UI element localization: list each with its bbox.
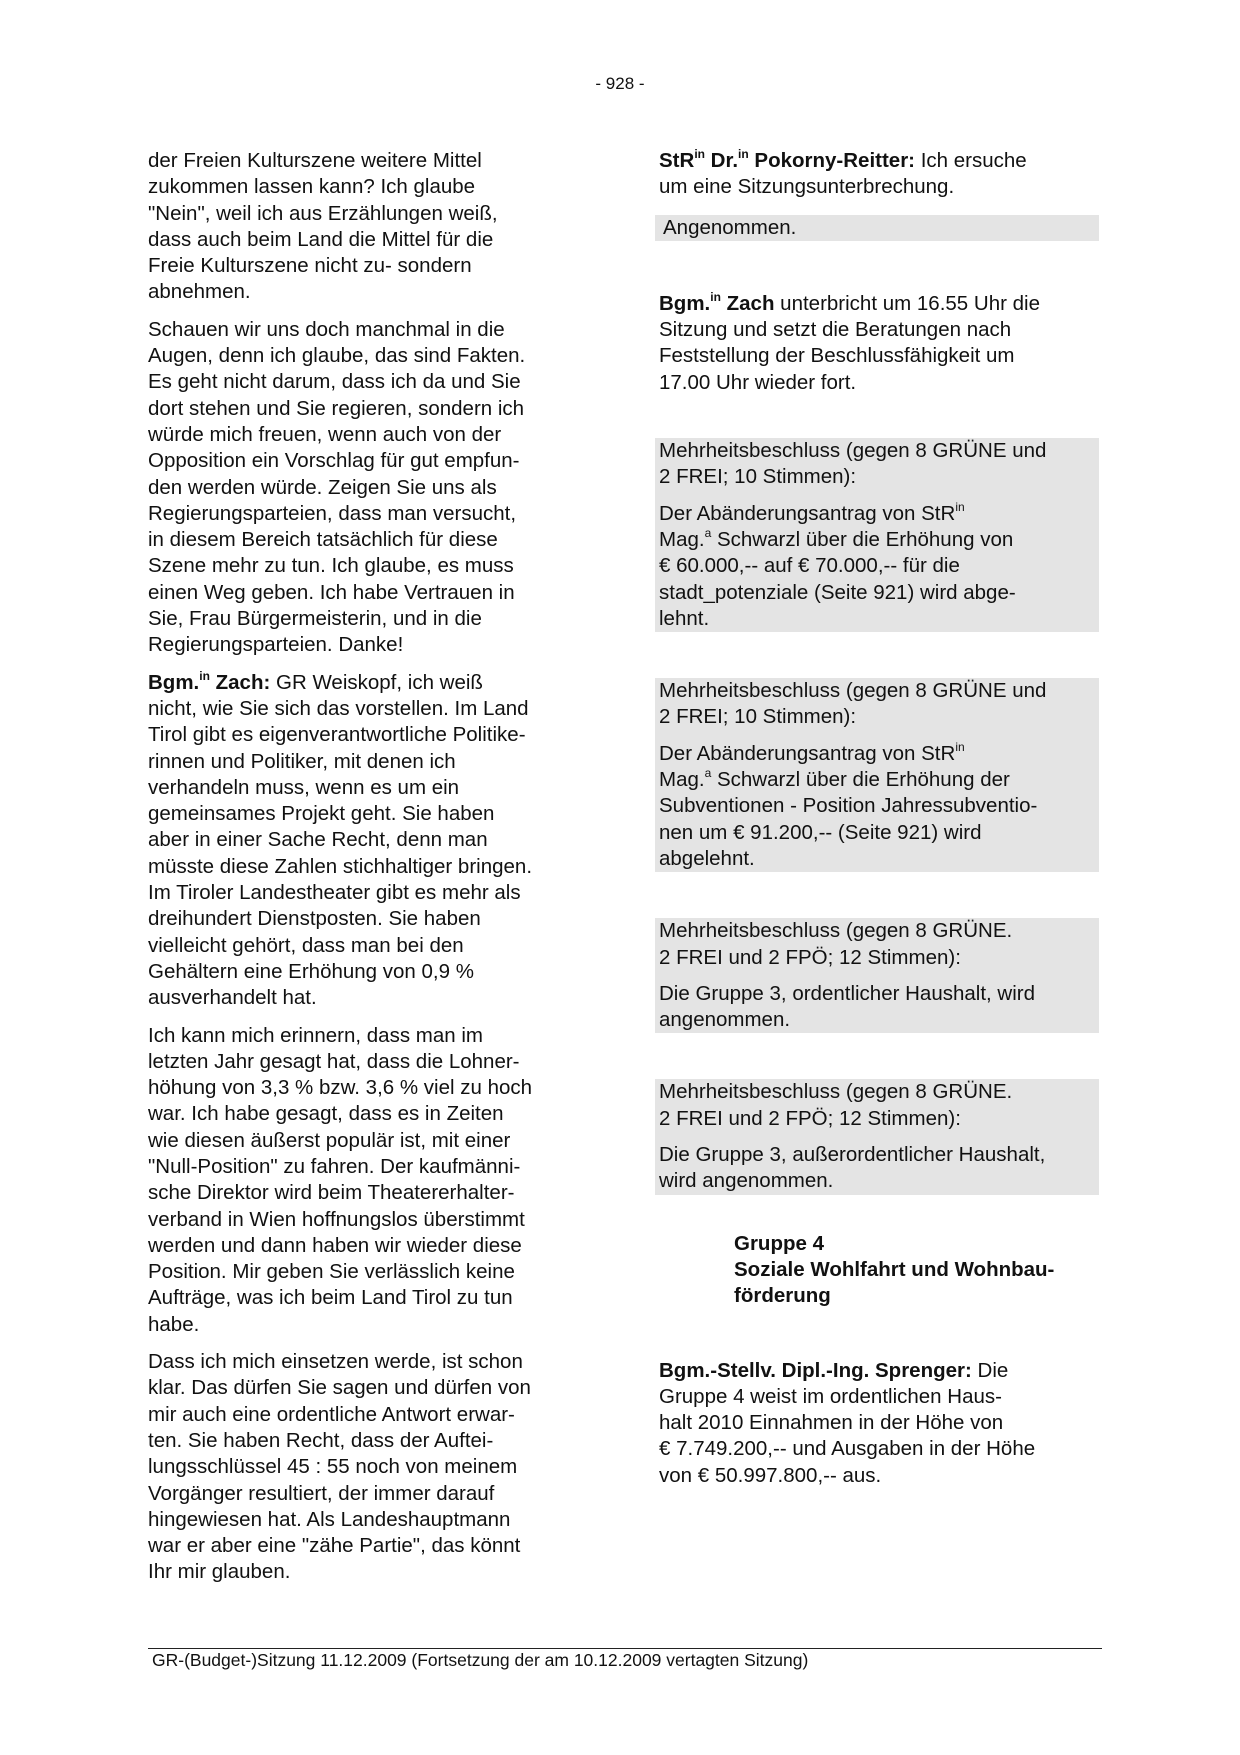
speaker-title: Dr.: [704, 149, 739, 172]
text-line: Dass ich mich einsetzen werde, ist schon: [148, 1350, 523, 1374]
text-line: € 7.749.200,-- und Ausgaben in der Höhe: [659, 1437, 1036, 1461]
speaker-title: Bgm.: [659, 291, 711, 315]
paragraph: [659, 1358, 1101, 1489]
text-line: Im Tiroler Landestheater gibt es mehr als: [148, 881, 521, 905]
text-line: Regierungsparteien, dass man versucht,: [148, 501, 517, 525]
page-number: - 928 -: [595, 74, 645, 93]
text-line: nicht, wie Sie sich das vorstellen. Im Land: [148, 696, 529, 720]
result-text: Angenommen.: [663, 215, 797, 239]
text-line: Die Gruppe 3, außerordentlicher Haushalt,: [659, 1143, 1046, 1167]
text-line: mir auch eine ordentliche Antwort erwar-: [148, 1402, 515, 1426]
superscript: in: [710, 289, 721, 304]
text-line: Vorgänger resultiert, der immer darauf: [148, 1481, 495, 1505]
text-line: aber in einer Sache Recht, denn man: [148, 828, 488, 852]
speech-text: um eine Sitzungsunterbrechung.: [659, 175, 955, 199]
text-line: dort stehen und Sie regieren, sondern ich: [148, 396, 525, 420]
speaker-title: Bgm.: [148, 670, 200, 694]
text-line: "Nein", weil ich aus Erzählungen weiß,: [148, 201, 498, 225]
text-line: 2 FREI; 10 Stimmen):: [659, 465, 857, 489]
text-line: Gehältern eine Erhöhung von 0,9 %: [148, 959, 474, 983]
resolution-box: [655, 1079, 1099, 1194]
text-line: war. Ich habe gesagt, dass es in Zeiten: [148, 1102, 504, 1126]
text-line: dreihundert Dienstposten. Sie haben: [148, 907, 481, 931]
text-line: Position. Mir geben Sie verlässlich keine: [148, 1260, 515, 1284]
superscript: in: [199, 668, 210, 683]
text-line: sche Direktor wird beim Theatererhalter-: [148, 1181, 515, 1205]
text-line: Es geht nicht darum, dass ich da und Sie: [148, 370, 521, 394]
resolution-box: [655, 438, 1099, 632]
text-line: € 60.000,-- auf € 70.000,-- für die: [659, 554, 960, 578]
text-line: gemeinsames Projekt geht. Sie haben: [148, 802, 495, 826]
superscript: in: [694, 147, 705, 161]
text-line: "Null-Position" zu fahren. Der kaufmänni-: [148, 1154, 521, 1178]
speaker-name: Pokorny-Reitter:: [748, 149, 916, 172]
text-line: Schauen wir uns doch manchmal in die: [148, 317, 505, 341]
text-line: werden und dann haben wir wieder diese: [148, 1233, 522, 1257]
result-box: [655, 215, 1099, 241]
text-line: war er aber eine "zähe Partie", das könnt: [148, 1534, 521, 1558]
superscript: a: [704, 525, 712, 540]
text-line: Die Gruppe 3, ordentlicher Haushalt, wird: [659, 981, 1036, 1005]
text-line: Ich kann mich erinnern, dass man im: [148, 1023, 483, 1047]
text-line: ten. Sie haben Recht, dass der Auftei-: [148, 1428, 494, 1452]
paragraph: [659, 291, 1101, 396]
superscript: in: [738, 147, 749, 161]
text-line: höhung von 3,3 % bzw. 3,6 % viel zu hoch: [148, 1076, 533, 1100]
speech-text: Die: [971, 1358, 1009, 1382]
resolution-heading: [659, 678, 1095, 731]
text-line: von € 50.997.800,-- aus.: [659, 1463, 882, 1487]
text-line: Opposition ein Vorschlag für gut empfun-: [148, 449, 520, 473]
text-line: ausverhandelt hat.: [148, 986, 317, 1010]
paragraph: [148, 148, 588, 306]
section-heading: [734, 1231, 1101, 1310]
resolution-text: Der Abänderungsantrag von StR$^{in}$ Mag.$^a$ Schwarzl über die Erhöhung von € 60.000,-- auf € 70.000,-- für die stadt_potenziale (Seite 921) wird abge- lehnt.: [659, 501, 1095, 632]
resolution-heading: [659, 918, 1095, 971]
speech-text: unterbricht um 16.55 Uhr die: [774, 291, 1040, 315]
text-line: förderung: [734, 1284, 831, 1308]
text-line: den werden würde. Zeigen Sie uns als: [148, 475, 497, 499]
text-line: Tirol gibt es eigenverantwortliche Politike-: [148, 723, 526, 747]
text-line: abgelehnt.: [659, 846, 755, 870]
text-line: 2 FREI und 2 FPÖ; 12 Stimmen):: [659, 945, 961, 969]
resolution-text: [659, 1142, 1095, 1195]
text-line: verhandeln muss, wenn es um ein: [148, 775, 460, 799]
speaker-name: Bgm.-Stellv. Dipl.-Ing. Sprenger:: [659, 1358, 972, 1382]
superscript: in: [955, 499, 965, 514]
footer-text: GR-(Budget-)Sitzung 11.12.2009 (Fortsetzung der am 10.12.2009 vertagten Sitzung): [152, 1650, 809, 1670]
paragraph: [659, 148, 1101, 201]
text-line: hingewiesen hat. Als Landeshauptmann: [148, 1507, 511, 1531]
resolution-text: [659, 981, 1095, 1034]
footer-divider: [148, 1648, 1102, 1649]
resolution-box: [655, 678, 1099, 872]
speaker-title: StR: [659, 149, 695, 172]
text-line: Regierungsparteien. Danke!: [148, 633, 404, 657]
text-line: abnehmen.: [148, 280, 251, 304]
text-line: Mehrheitsbeschluss (gegen 8 GRÜNE.: [659, 1080, 1013, 1104]
text-line: 17.00 Uhr wieder fort.: [659, 370, 857, 394]
text-line: Szene mehr zu tun. Ich glaube, es muss: [148, 554, 514, 578]
paragraph: [148, 1023, 588, 1339]
text-line: Feststellung der Beschlussfähigkeit um: [659, 344, 1015, 368]
text-line: müsste diese Zahlen stichhaltiger bringen.: [148, 854, 533, 878]
text-line: Subventionen - Position Jahressubventio-: [659, 794, 1038, 818]
text-line: Ihr mir glauben.: [148, 1560, 291, 1584]
text-line: der Freien Kulturszene weitere Mittel: [148, 149, 482, 172]
text-line: würde mich freuen, wenn auch von der: [148, 422, 502, 446]
text-line: Gruppe 4: [734, 1231, 824, 1255]
text-line: Sitzung und setzt die Beratungen nach: [659, 318, 1012, 342]
speaker-name: Zach:: [209, 670, 271, 694]
text-line: Gruppe 4 weist im ordentlichen Haus-: [659, 1384, 1002, 1408]
text-line: vielleicht gehört, dass man bei den: [148, 933, 464, 957]
text-line: dass auch beim Land die Mittel für die: [148, 227, 494, 251]
text-line: stadt_potenziale (Seite 921) wird abge-: [659, 580, 1016, 604]
text-line: lehnt.: [659, 606, 710, 630]
left-column: [148, 148, 588, 1597]
text-line: wie diesen äußerst populär ist, mit einer: [148, 1128, 511, 1152]
speech-text: GR Weiskopf, ich weiß: [270, 670, 483, 694]
resolution-box: [655, 918, 1099, 1033]
speaker-name: Zach: [720, 291, 775, 315]
speech-text: Ich ersuche: [915, 149, 1027, 172]
text-line: klar. Das dürfen Sie sagen und dürfen von: [148, 1376, 531, 1400]
resolution-heading: [659, 1079, 1095, 1132]
paragraph: [148, 1349, 588, 1586]
text-line: Freie Kulturszene nicht zu- sondern: [148, 254, 472, 278]
text-line: zukommen lassen kann? Ich glaube: [148, 175, 476, 199]
text-line: Sie, Frau Bürgermeisterin, und in die: [148, 607, 482, 631]
resolution-heading: [659, 438, 1095, 491]
text-line: rinnen und Politiker, mit denen ich: [148, 749, 456, 773]
text-line: nen um € 91.200,-- (Seite 921) wird: [659, 820, 982, 844]
text-line: Mehrheitsbeschluss (gegen 8 GRÜNE und: [659, 679, 1047, 703]
text-line: in diesem Bereich tatsächlich für diese: [148, 528, 498, 552]
superscript: in: [955, 739, 965, 754]
text-line: einen Weg geben. Ich habe Vertrauen in: [148, 580, 515, 604]
paragraph: [148, 317, 588, 659]
resolution-text: Der Abänderungsantrag von StR$^{in}$ Mag.$^a$ Schwarzl über die Erhöhung der Subventionen - Position Jahressubventio- nen um € 91.200,-- (Seite 921) wird abgelehnt.: [659, 741, 1095, 872]
text-line: 2 FREI und 2 FPÖ; 12 Stimmen):: [659, 1106, 961, 1130]
text-line: Mehrheitsbeschluss (gegen 8 GRÜNE und: [659, 439, 1047, 463]
text-line: wird angenommen.: [659, 1169, 834, 1193]
right-column: [659, 148, 1101, 1500]
paragraph: [148, 670, 588, 1012]
text-line: Mehrheitsbeschluss (gegen 8 GRÜNE.: [659, 919, 1013, 943]
text-line: halt 2010 Einnahmen in der Höhe von: [659, 1411, 1004, 1435]
text-line: habe.: [148, 1312, 200, 1336]
text-line: Aufträge, was ich beim Land Tirol zu tun: [148, 1286, 513, 1310]
text-line: verband in Wien hoffnungslos überstimmt: [148, 1207, 525, 1231]
text-line: Soziale Wohlfahrt und Wohnbau-: [734, 1257, 1055, 1281]
text-line: 2 FREI; 10 Stimmen):: [659, 705, 857, 729]
text-line: Augen, denn ich glaube, das sind Fakten.: [148, 344, 526, 368]
text-line: letzten Jahr gesagt hat, dass die Lohner-: [148, 1049, 520, 1073]
text-line: lungsschlüssel 45 : 55 noch von meinem: [148, 1455, 518, 1479]
text-line: angenommen.: [659, 1008, 791, 1032]
superscript: a: [704, 766, 712, 781]
